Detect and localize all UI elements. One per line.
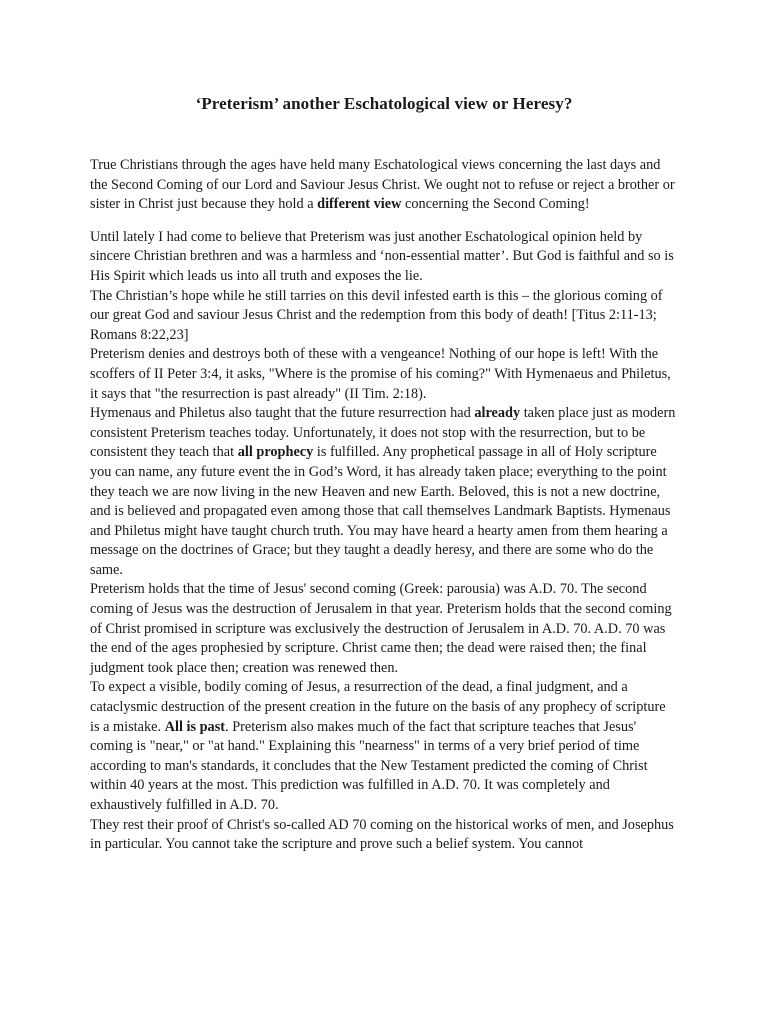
paragraph-until-lately: Until lately I had come to believe that Preterism was just another Eschatological opinion held by sincere Christian brethren and was a harmless and ‘non-essential matter’. But God is faithful and so is His Spirit which leads us into all truth and exposes the lie. [90, 228, 674, 284]
paragraph-ad70: Preterism holds that the time of Jesus' second coming (Greek: parousia) was A.D. 70. The second coming of Jesus was the destruction of Jerusalem in that year. Preterism holds that the second coming of Christ promised in scripture was exclusively the destruction of Jerusalem in A.D. 70. A.D. 70 was the end of the ages prophesied by scripture. Christ came then; the dead were raised then; the final judgment took place then; creation was renewed then. [90, 581, 672, 676]
emphasis-all-is-past: All is past [164, 718, 226, 735]
paragraph-intro [90, 156, 678, 215]
paragraph-text: taken place just as modern consistent Preterism teaches today. Unfortunately, it does not stop with the resurrection, but to be consistent they teach that [90, 405, 676, 461]
emphasis-all-prophecy: all prophecy [237, 444, 314, 461]
paragraph-hymenaus [90, 404, 678, 580]
emphasis-already: already [474, 405, 521, 422]
paragraph-text: To expect a visible, bodily coming of Jesus, a resurrection of the dead, a final judgment, and a cataclysmic destruction of the present creation in the future on the basis of any prophecy of scripture is a mistake. [90, 679, 666, 735]
emphasis-different-view: different view [317, 196, 402, 213]
paragraph-text: is fulfilled. Any prophetical passage in all of Holy scripture you can name, any future event the in God’s Word, it has already taken place; everything to the point they teach we are now living in the new Heaven and new Earth. Beloved, this is not a new doctrine, and is believed and propagated even among those that call themselves Landmark Baptists. Hymenaus and Philetus might have taught church truth. You may have heard a hearty amen from them hearing a message on the doctrines of Grace; but they taught a deadly heresy, and there are some who do the same. [90, 444, 671, 578]
paragraph-text: Hymenaus and Philetus also taught that the future resurrection had [90, 405, 475, 422]
paragraph-gap [90, 215, 678, 228]
document-title: ‘Preterism’ another Eschatological view or Heresy? [195, 94, 573, 113]
paragraph-to-expect [90, 678, 678, 815]
paragraph-text: True Christians through the ages have held many Eschatological views concerning the last days and the Second Coming of our Lord and Saviour Jesus Christ. We ought not to refuse or reject a brother or sister in Christ just because they hold a [90, 157, 675, 213]
paragraph-they-rest: They rest their proof of Christ's so-called AD 70 coming on the historical works of men, and Josephus in particular. You cannot take the scripture and prove such a belief system. You cannot [90, 816, 674, 853]
paragraph-christian-hope: The Christian’s hope while he still tarries on this devil infested earth is this – the glorious coming of our great God and saviour Jesus Christ and the redemption from this body of death! [Titus 2:11-13; Romans 8:22,23] [90, 287, 663, 343]
paragraph-preterism-denies: Preterism denies and destroys both of these with a vengeance! Nothing of our hope is left! With the scoffers of II Peter 3:4, it asks, "Where is the promise of his coming?" With Hymenaeus and Philetus, it says that "the resurrection is past already" (II Tim. 2:18). [90, 346, 671, 402]
paragraph-text: . Preterism also makes much of the fact that scripture teaches that Jesus' coming is "near," or "at hand." Explaining this "nearness" in terms of a very brief period of time according to man's standards, it concludes that the New Testament predicted the coming of Christ within 40 years at the most. This prediction was fulfilled in A.D. 70. It was completely and exhaustively fulfilled in A.D. 70. [90, 718, 648, 813]
paragraph-text: concerning the Second Coming! [401, 196, 590, 213]
